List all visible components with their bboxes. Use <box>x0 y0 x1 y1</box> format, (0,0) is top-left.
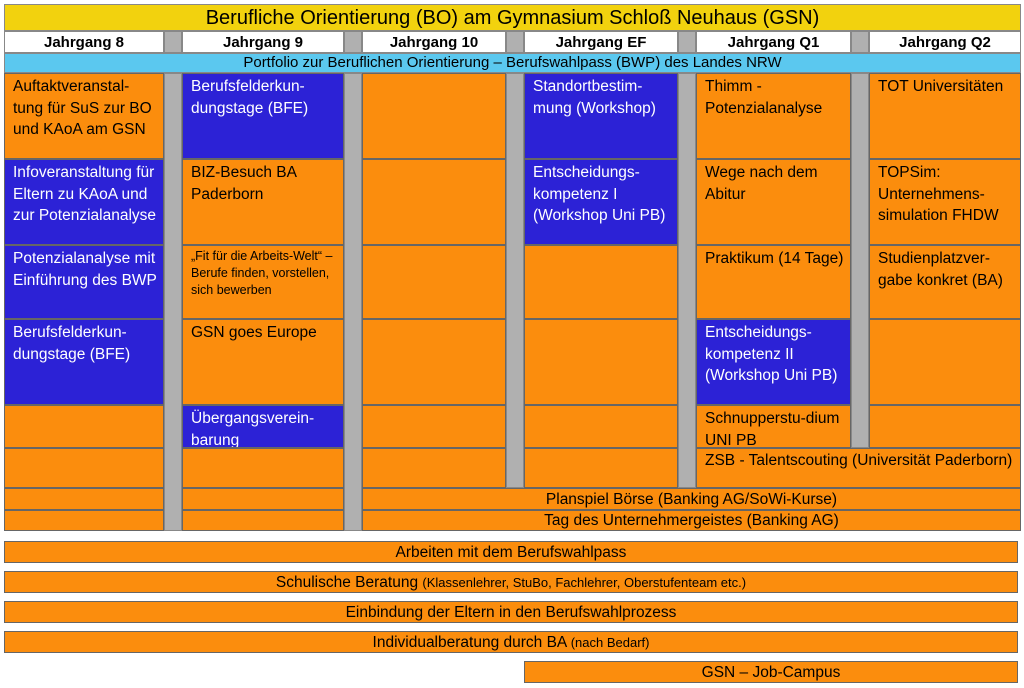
band-schulische-beratung <box>4 571 1018 593</box>
j8-berufsfelderkundungstage: Berufsfelderkun-dungstage (BFE) <box>4 319 164 405</box>
band-gsn-job-campus: GSN – Job-Campus <box>524 661 1018 683</box>
j10-empty-cell <box>362 448 506 488</box>
j9-empty-cell <box>182 510 344 531</box>
band-berufswahlpass: Arbeiten mit dem Berufswahlpass <box>4 541 1018 563</box>
portfolio-bar: Portfolio zur Beruflichen Orientierung – Berufswahlpass (BWP) des Landes NRW <box>4 53 1021 73</box>
q1-schnupperstudium: Schnupperstu-dium UNI PB <box>696 405 851 448</box>
j8-empty-cell <box>4 405 164 448</box>
q1-entscheidungskompetenz-2: Entscheidungs-kompetenz II (Workshop Uni PB) <box>696 319 851 405</box>
j8-auftaktveranstaltung: Auftaktveranstal-tung für SuS zur BO und KAoA am GSN <box>4 73 164 159</box>
header-gap <box>164 31 182 53</box>
q1-thimm-potenzialanalyse: Thimm - Potenzialanalyse <box>696 73 851 159</box>
band-individualberatung-note: (nach Bedarf) <box>570 635 650 650</box>
j9-berufsfelderkundungstage: Berufsfelderkun-dungstage (BFE) <box>182 73 344 159</box>
header-gap <box>344 31 362 53</box>
q2-empty-cell <box>869 319 1021 405</box>
ef-empty-cell <box>524 319 678 405</box>
j10-empty-cell <box>362 319 506 405</box>
header-gap <box>506 31 524 53</box>
j9-empty-cell <box>182 488 344 510</box>
header-jahrgang-q2: Jahrgang Q2 <box>869 31 1021 53</box>
band-schulische-beratung-note: (Klassenlehrer, StuBo, Fachlehrer, Oberstufenteam etc.) <box>422 575 747 590</box>
band-einbindung-eltern: Einbindung der Eltern in den Berufswahlprozess <box>4 601 1018 623</box>
header-jahrgang-ef: Jahrgang EF <box>524 31 678 53</box>
j8-empty-cell <box>4 510 164 531</box>
ef-entscheidungskompetenz-1: Entscheidungs-kompetenz I (Workshop Uni PB) <box>524 159 678 245</box>
header-gap <box>851 31 869 53</box>
page-title: Berufliche Orientierung (BO) am Gymnasium Schloß Neuhaus (GSN) <box>4 4 1021 31</box>
header-gap <box>678 31 696 53</box>
j8-potenzialanalyse: Potenzialanalyse mit Einführung des BWP <box>4 245 164 319</box>
header-jahrgang-10: Jahrgang 10 <box>362 31 506 53</box>
j9-empty-cell <box>182 448 344 488</box>
band-individualberatung-ba <box>4 631 1018 653</box>
q1-q2-zsb-talentscouting: ZSB - Talentscouting (Universität Paderborn) <box>696 448 1021 488</box>
q1-praktikum: Praktikum (14 Tage) <box>696 245 851 319</box>
q2-tot-universitaeten: TOT Universitäten <box>869 73 1021 159</box>
band-planspiel-boerse: Planspiel Börse (Banking AG/SoWi-Kurse) <box>362 488 1021 510</box>
q2-empty-cell <box>869 405 1021 448</box>
ef-standortbestimmung: Standortbestim-mung (Workshop) <box>524 73 678 159</box>
j8-infoveranstaltung-eltern: Infoveranstaltung für Eltern zu KAoA und zur Potenzialanalyse <box>4 159 164 245</box>
j9-biz-besuch: BIZ-Besuch BA Paderborn <box>182 159 344 245</box>
header-jahrgang-8: Jahrgang 8 <box>4 31 164 53</box>
band-tag-des-unternehmergeistes: Tag des Unternehmergeistes (Banking AG) <box>362 510 1021 531</box>
j10-empty-cell <box>362 405 506 448</box>
band-schulische-beratung-label: Schulische Beratung <box>275 574 419 591</box>
ef-empty-cell <box>524 405 678 448</box>
ef-empty-cell <box>524 245 678 319</box>
q2-studienplatzvergabe: Studienplatzver-gabe konkret (BA) <box>869 245 1021 319</box>
header-jahrgang-q1: Jahrgang Q1 <box>696 31 851 53</box>
column-separator <box>344 73 362 531</box>
j10-empty-cell <box>362 73 506 159</box>
column-separator <box>851 73 869 448</box>
band-individualberatung-label: Individualberatung durch BA <box>372 634 567 651</box>
header-jahrgang-9: Jahrgang 9 <box>182 31 344 53</box>
column-separator <box>506 73 524 488</box>
j8-empty-cell <box>4 448 164 488</box>
q2-topsim: TOPSim: Unternehmens-simulation FHDW <box>869 159 1021 245</box>
j10-empty-cell <box>362 159 506 245</box>
column-separator <box>678 73 696 488</box>
j9-fit-fuer-arbeitswelt: „Fit für die Arbeits-Welt“ – Berufe finden, vorstellen, sich bewerben <box>182 245 344 319</box>
j10-empty-cell <box>362 245 506 319</box>
j9-gsn-goes-europe: GSN goes Europe <box>182 319 344 405</box>
q1-wege-nach-dem-abitur: Wege nach dem Abitur <box>696 159 851 245</box>
column-separator <box>164 73 182 531</box>
ef-empty-cell <box>524 448 678 488</box>
j8-empty-cell <box>4 488 164 510</box>
j9-uebergangsvereinbarung: Übergangsverein-barung <box>182 405 344 448</box>
